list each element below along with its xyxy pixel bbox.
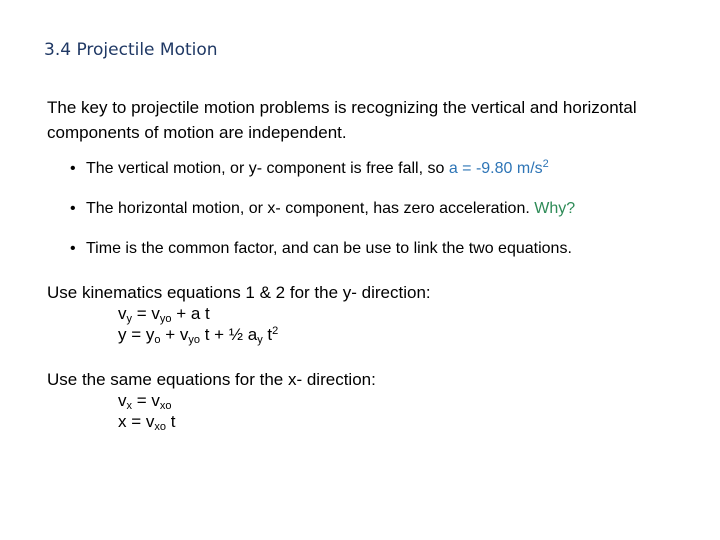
intro-paragraph: The key to projectile motion problems is recognizing the vertical and horizontal components of motion are independent. xyxy=(47,98,637,142)
bullet-vertical-motion xyxy=(70,159,710,199)
why-prompt: Why? xyxy=(534,200,576,217)
bullet-icon: • xyxy=(70,160,76,177)
x-direction-equations xyxy=(47,369,687,432)
bullet-icon: • xyxy=(70,240,76,257)
bullet-time-common-factor xyxy=(70,239,710,279)
position-equation-x: $x = v_{xo}$ t xyxy=(118,412,176,433)
y-direction-heading: Use kinematics equations 1 & 2 for the y- direction: xyxy=(47,283,431,302)
y-direction-equations xyxy=(47,282,687,345)
velocity-equation-y: $v_y = v_{yo} + a$ t xyxy=(118,304,210,325)
bullet-icon: • xyxy=(70,200,76,217)
slide-title: 3.4 Projectile Motion xyxy=(44,40,218,60)
x-direction-heading: Use the same equations for the x- direction: xyxy=(47,370,376,389)
bullet-horizontal-motion xyxy=(70,199,710,239)
position-equation-y: $y = y_o + v_{yo}$ t + ½ $a_y$ $t^2$ xyxy=(118,325,279,346)
bullet-list xyxy=(70,159,710,279)
bullet-text: Time is the common factor, and can be use to link the two equations. xyxy=(86,240,572,257)
acceleration-value: a = -9.80 $m/s^2$ xyxy=(448,158,549,177)
velocity-equation-x: $v_x = v_{xo}$ xyxy=(118,391,172,412)
bullet-text: The vertical motion, or y- component is free fall, so xyxy=(86,160,449,177)
bullet-text: The horizontal motion, or x- component, has zero acceleration. xyxy=(86,200,535,217)
